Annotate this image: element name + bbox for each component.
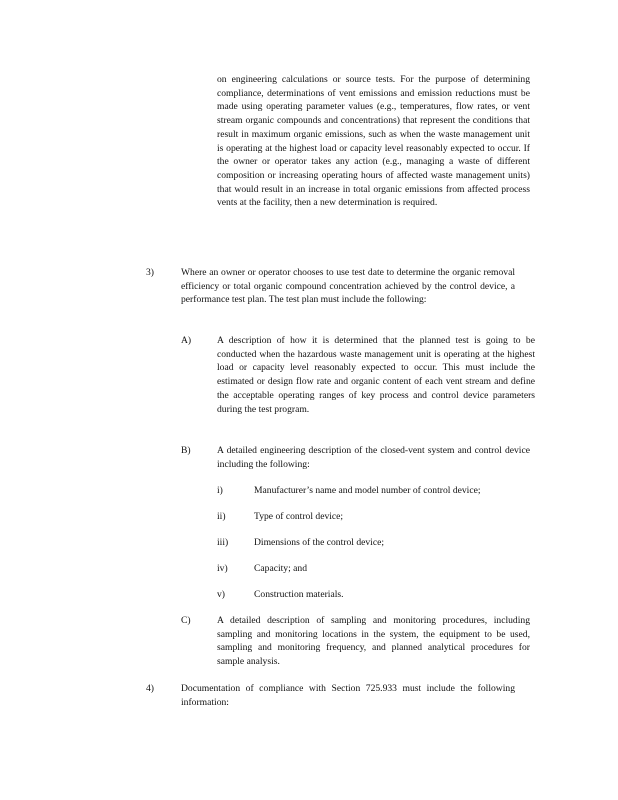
item-3c-label: C) [181, 615, 191, 626]
item-3b-text: A detailed engineering description of the closed-vent system and control device including the following: [217, 445, 530, 470]
continuation-paragraph: on engineering calculations or source tests. For the purpose of determining compliance, determinations of vent emissions and emission reductions must be made using operating parameter values (e.g., temperatures, flow rates, or vent stream organic compounds and concentrations) that represent the conditions that result in maximum organic emissions, such as when the waste management unit is operating at the highest load or capacity level reasonably expected to occur. If the owner or operator takes any action (e.g., managing a waste of different composition or increasing operating hours of affected waste management units) that would result in an increase in total organic emissions from affected process vents at the facility, then a new determination is required. [217, 74, 530, 209]
sub-item-label: iv) [217, 563, 228, 574]
sub-item-text: Capacity; and [254, 563, 308, 574]
item-3-label: 3) [146, 267, 154, 278]
item-3b-label: B) [181, 445, 191, 456]
item-3c-text: A detailed description of sampling and monitoring procedures, including sampling and monitoring locations in the system, the equipment to be used, sampling and monitoring frequency, and planned analytical procedures for sample analysis. [217, 615, 530, 668]
item-3a-label: A) [181, 335, 192, 346]
sub-item-text: Dimensions of the control device; [254, 537, 385, 548]
item-4-label: 4) [146, 683, 154, 694]
sub-item-text: Construction materials. [254, 589, 344, 600]
item-4-text: Documentation of compliance with Section 725.933 must include the following information: [181, 683, 515, 708]
sub-item-label: ii) [217, 511, 226, 522]
sub-item-label: i) [217, 485, 223, 496]
sub-item-label: v) [217, 589, 225, 600]
sub-item-text: Type of control device; [254, 511, 344, 522]
sub-item-text: Manufacturer’s name and model number of control device; [254, 485, 481, 496]
item-3a-text: A description of how it is determined that the planned test is going to be conducted when the hazardous waste management unit is operating at the highest load or capacity level reasonably expected to occur. This must include the estimated or design flow rate and organic content of each vent stream and define the acceptable operating ranges of key process and control device parameters during the test program. [217, 335, 535, 415]
item-3-text: Where an owner or operator chooses to use test date to determine the organic removal efficiency or total organic compound concentration achieved by the control device, a performance test plan. The test plan must include the following: [181, 267, 515, 306]
sub-item-label: iii) [217, 537, 229, 548]
